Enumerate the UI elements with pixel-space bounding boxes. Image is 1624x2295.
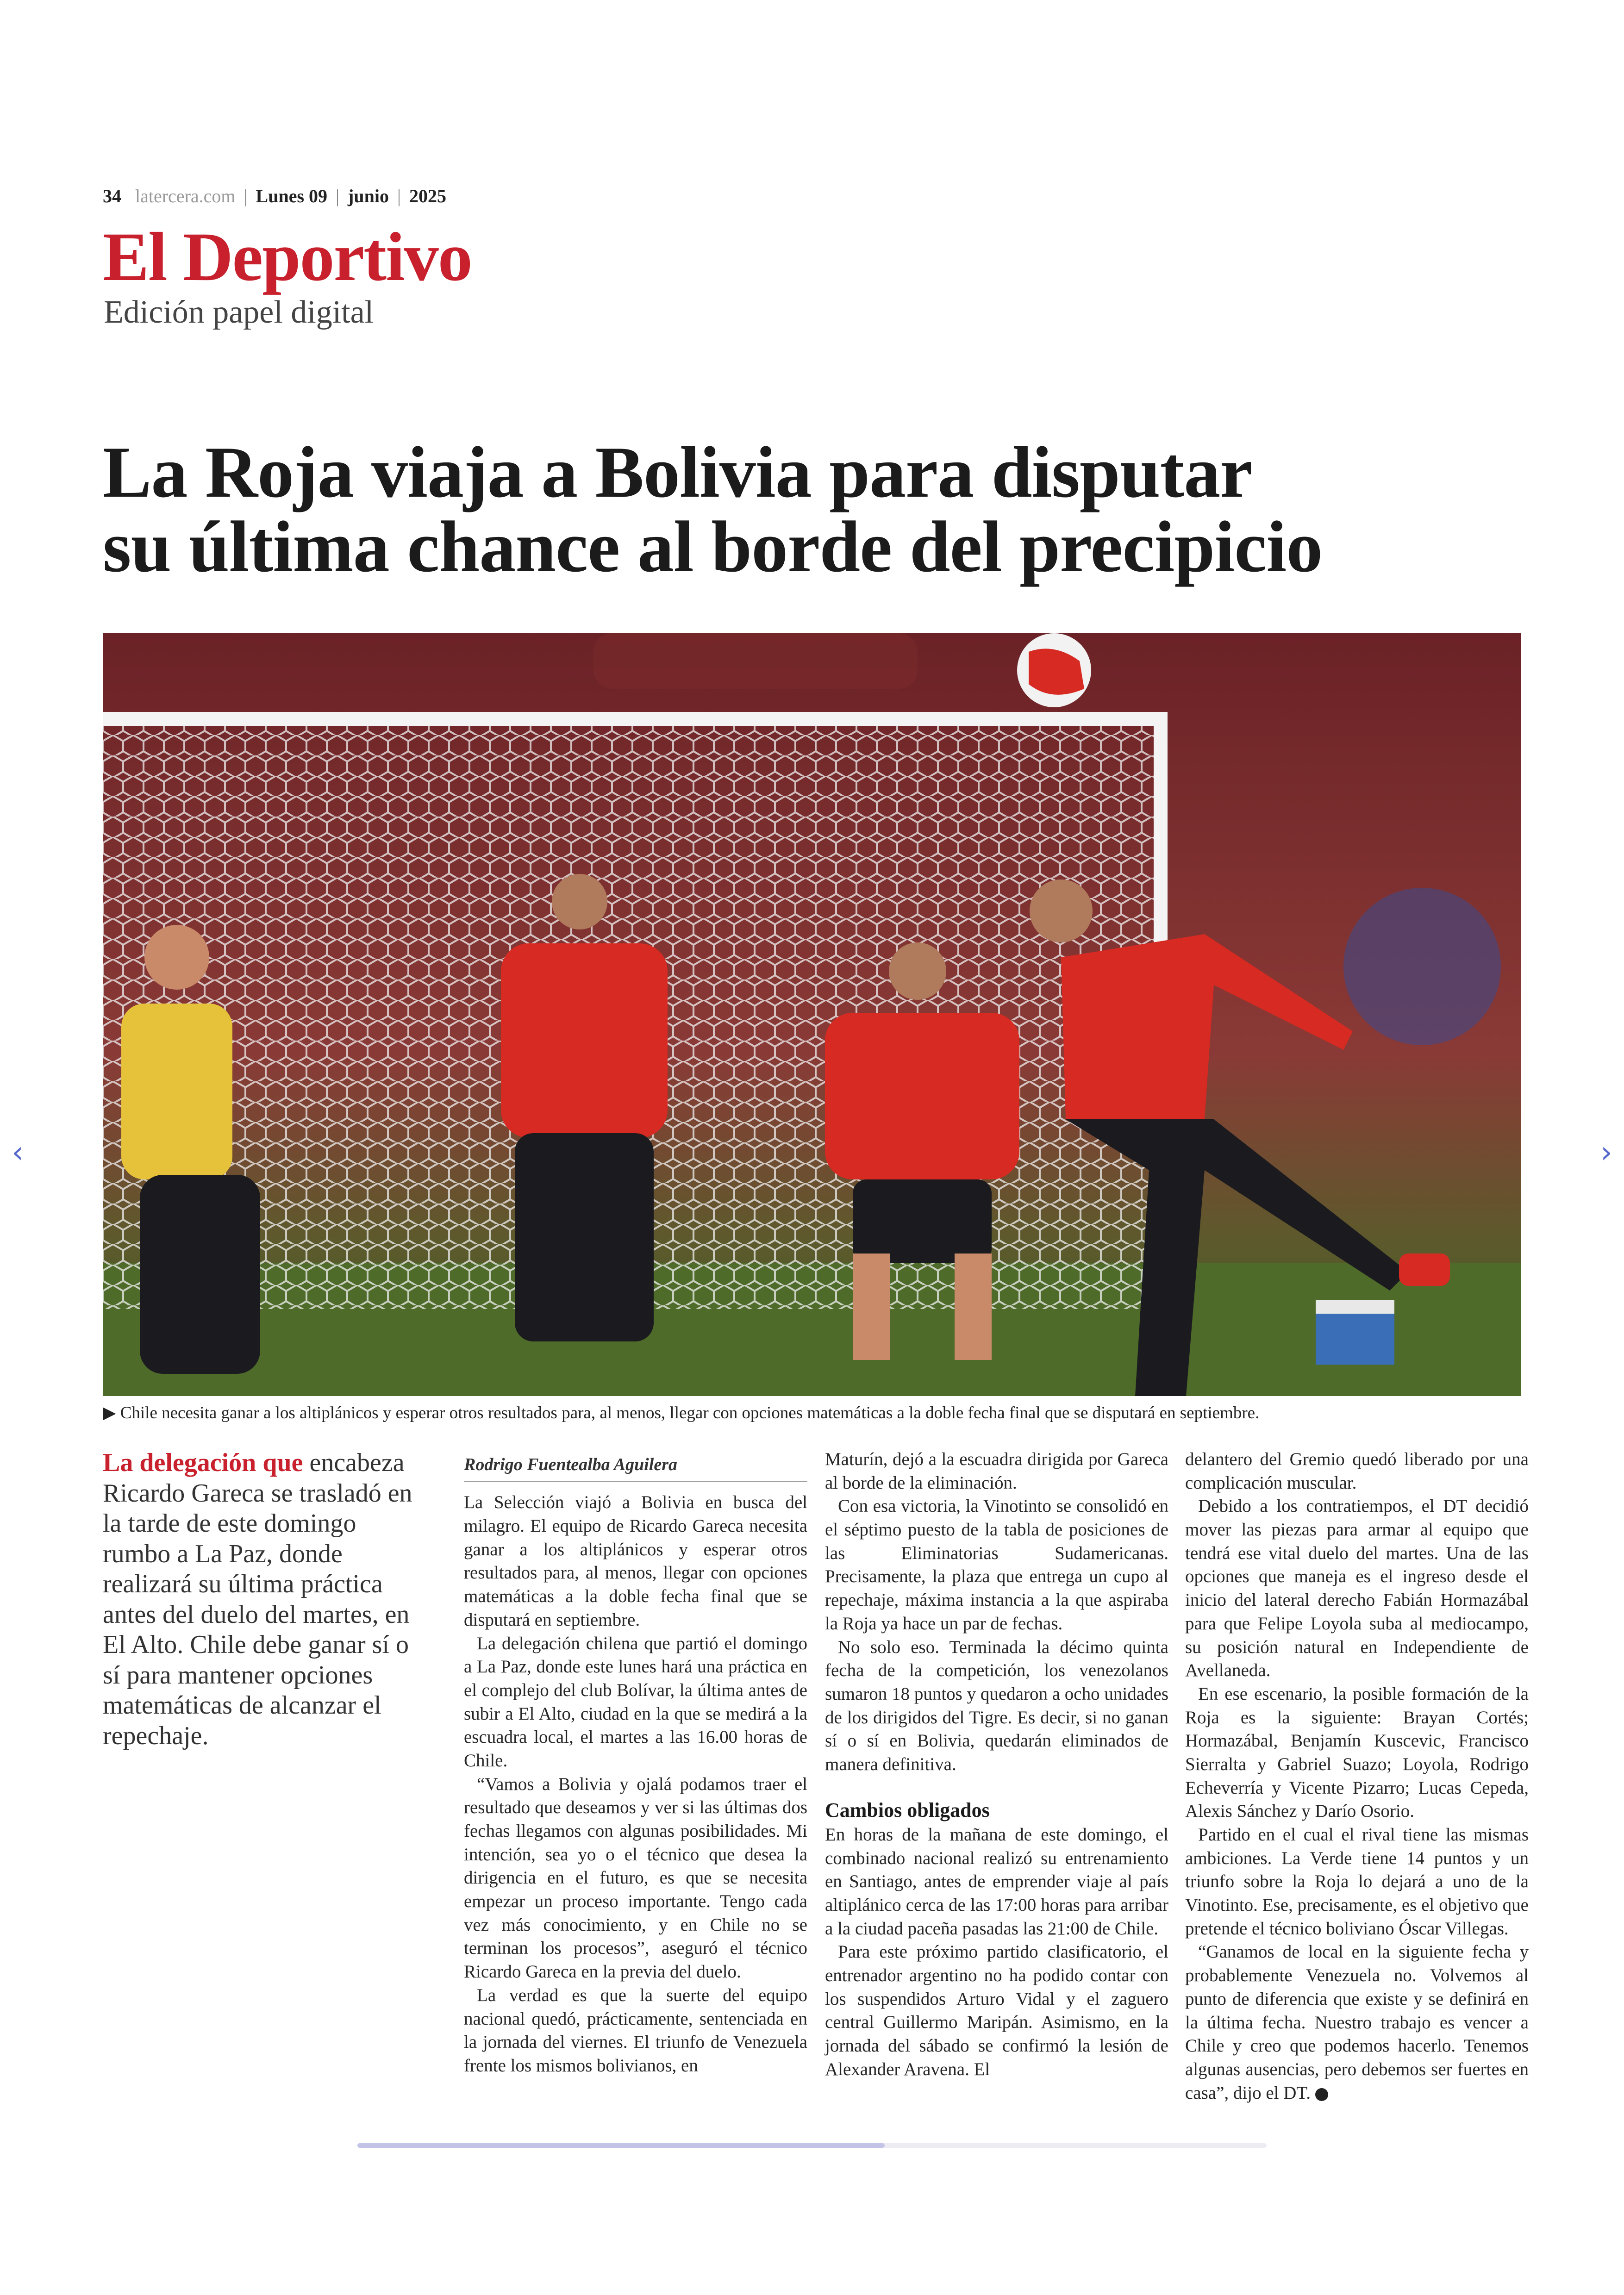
site-name: latercera.com xyxy=(135,186,236,206)
lead-highlight: La delegación que xyxy=(103,1448,303,1477)
article-byline: Rodrigo Fuentealba Aguilera xyxy=(464,1453,807,1482)
body-paragraph: Con esa victoria, la Vinotinto se consolidó en el séptimo puesto de la tabla de posiciones de las Eliminatorias Sudamericanas. Precisamente, la plaza que entrega un cupo al repechaje, máxima instancia a la que aspiraba la Roja ya hace un par de fechas. xyxy=(825,1496,1168,1634)
body-paragraph-final xyxy=(1185,1940,1529,2105)
prev-page-button[interactable] xyxy=(4,1135,31,1170)
body-paragraph: Debido a los contratiempos, el DT decidió mover las piezas para armar al equipo que tendrá ese vital duelo del martes. Una de las opciones que maneja es el ingreso desde el inicio del lateral derecho Fabián Hormazábal para que Felipe Loyola suba al mediocampo, su posición natural en Independiente de Avellaneda. xyxy=(1185,1496,1529,1681)
section-brand: El Deportivo xyxy=(103,218,472,295)
article-lead xyxy=(103,1448,427,1751)
body-paragraph: Partido en el cual el rival tiene las mismas ambiciones. La Verde tiene 14 puntos y un triunfo sobre la Roja lo dejará a uno de la Vinotinto. Ese, precisamente, es el objetivo que pretende el técnico boliviano Óscar Villegas. xyxy=(1185,1825,1529,1939)
body-paragraph: Maturín, dejó a la escuadra dirigida por Gareca al borde de la eliminación. xyxy=(825,1449,1168,1493)
caption-marker-icon: ▶ xyxy=(103,1403,116,1422)
body-paragraph: Para este próximo partido clasificatorio, el entrenador argentino no ha podido contar con los suspendidos Arturo Vidal y el zaguero central Guillermo Maripán. Asimismo, en la jornada del sábado se confirmó la lesión de Alexander Aravena. El xyxy=(825,1942,1168,2079)
body-paragraph: La Selección viajó a Bolivia en busca del milagro. El equipo de Ricardo Gareca necesita ganar a los altiplánicos y esperar otros resultados para, al menos, llegar con opciones matemáticas a la doble fecha final que se disputará en septiembre. xyxy=(464,1492,807,1630)
body-paragraph: La delegación chilena que partió el domingo a La Paz, donde este lunes hará una práctica en el complejo del club Bolívar, la última antes de subir a El Alto, ciudad en la que se medirá a la escuadra local, el martes a las 16.00 horas de Chile. xyxy=(464,1633,807,1771)
photo-caption xyxy=(103,1403,1538,1423)
lead-text: encabeza Ricardo Gareca se trasladó en la tarde de este domingo rumbo a La Paz, donde realizará su última práctica antes del duelo del martes, en El Alto. Chile debe ganar sí o sí para mantener opciones matemáticas de alcanzar el repechaje. xyxy=(103,1448,412,1750)
chevron-left-icon: ‹ xyxy=(12,1135,24,1170)
folio-separator: | xyxy=(336,186,340,206)
body-paragraph: delantero del Gremio quedó liberado por una complicación muscular. xyxy=(1185,1449,1529,1493)
body-paragraph: No solo eso. Terminada la décimo quinta fecha de la competición, los venezolanos sumaron 18 puntos y quedaron a ocho unidades de los dirigidos del Tigre. Es decir, si no ganan sí o sí en Bolivia, quedarán eliminados de manera definitiva. xyxy=(825,1637,1168,1774)
folio-day: Lunes 09 xyxy=(256,186,328,206)
page-number: 34 xyxy=(103,186,121,206)
article-photo xyxy=(103,633,1521,1396)
caption-text: Chile necesita ganar a los altiplánicos y esperar otros resultados para, al menos, llegar con opciones matemáticas a la doble fecha final que se disputará en septiembre. xyxy=(120,1403,1260,1422)
training-photo-illustration xyxy=(103,633,1521,1396)
article-column-1 xyxy=(464,1453,807,2078)
headline-line-1: La Roja viaja a Bolivia para disputar xyxy=(103,432,1252,513)
body-paragraph: En horas de la mañana de este domingo, el combinado nacional realizó su entrenamiento en Santiago, antes de emprender viaje al país altiplánico cerca de las 17:00 horas para arribar a la ciudad paceña pasadas las 21:00 de Chile. xyxy=(825,1824,1168,1939)
body-paragraph: “Vamos a Bolivia y ojalá podamos traer el resultado que deseamos y ver si las últimas dos fechas llegamos con algunas posibilidades. Mi intención, sea yo o el técnico que desea la dirigencia en el futuro, es que se necesita empezar un proceso importante. Tengo cada vez más conocimiento, y en Chile no se terminan los procesos”, aseguró el técnico Ricardo Gareca en la previa del duelo. xyxy=(464,1774,807,1982)
next-page-button[interactable] xyxy=(1593,1135,1620,1170)
body-paragraph-text: “Ganamos de local en la siguiente fecha y probablemente Venezuela no. Volvemos al punto de diferencia que existe y se definirá en la última fecha. Nuestro trabajo es vencer a Chile y creo que podemos hacerlo. Tenemos algunas ausencias, pero debemos ser fuertes en casa”, dijo el DT. xyxy=(1185,1942,1529,2103)
end-mark-icon xyxy=(1315,2088,1328,2101)
folio-year: 2025 xyxy=(409,186,446,206)
headline-line-2: su última chance al borde del precipicio xyxy=(103,506,1323,588)
page-scrollbar[interactable] xyxy=(357,2143,1267,2148)
scrollbar-thumb[interactable] xyxy=(357,2143,885,2148)
chevron-right-icon: › xyxy=(1600,1135,1612,1170)
body-paragraph: En ese escenario, la posible formación de la Roja es la siguiente: Brayan Cortés; Hormazábal, Benjamín Kuscevic, Francisco Sierralta y Gabriel Suazo; Loyola, Rodrigo Echeverría y Vicente Pizarro; Lucas Cepeda, Alexis Sánchez y Darío Osorio. xyxy=(1185,1684,1529,1821)
folio-month: junio xyxy=(348,186,389,206)
edition-label: Edición papel digital xyxy=(104,294,374,330)
article-column-2 xyxy=(825,1448,1168,2081)
article-subhead: Cambios obligados xyxy=(825,1798,990,1821)
page-folio xyxy=(103,185,446,207)
article-headline xyxy=(103,432,1538,588)
folio-separator: | xyxy=(397,186,401,206)
article-column-3 xyxy=(1185,1448,1529,2105)
folio-separator: | xyxy=(244,186,248,206)
body-paragraph: La verdad es que la suerte del equipo nacional quedó, prácticamente, sentenciada en la jornada del viernes. El triunfo de Venezuela frente los mismos bolivianos, en xyxy=(464,1985,807,2076)
